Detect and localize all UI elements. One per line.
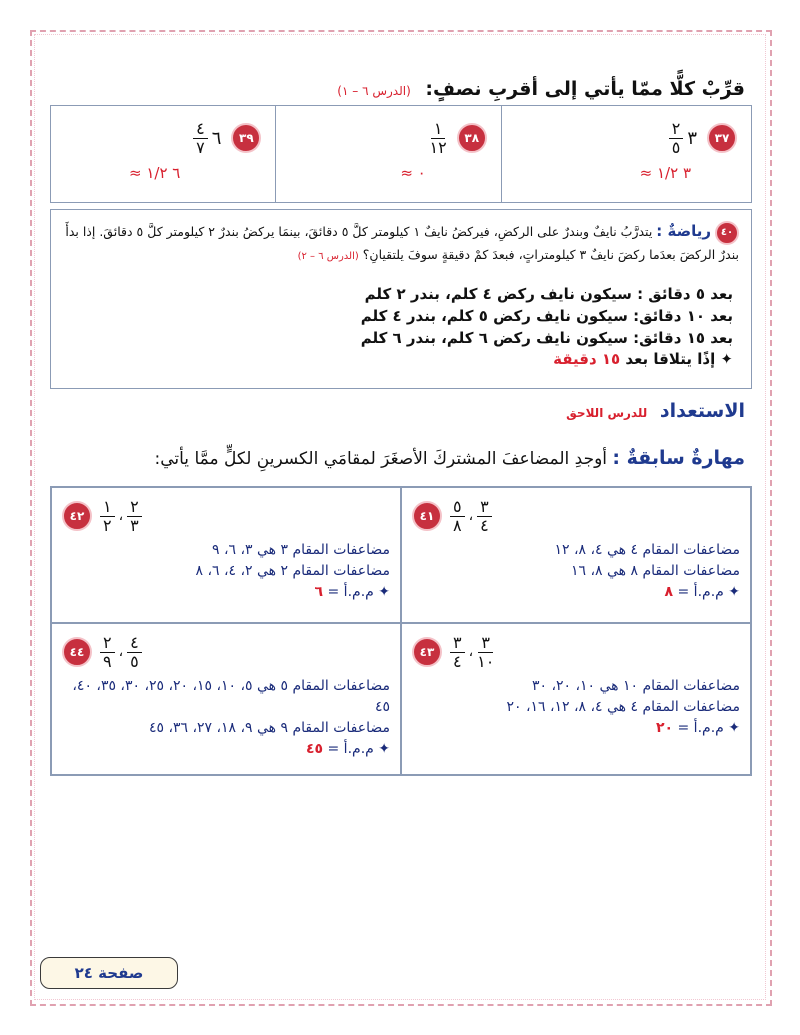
item-number-badge: ٤٣ <box>412 637 442 667</box>
sports-question <box>63 220 739 264</box>
multiples-line: مضاعفات المقام ٣ هي ٣، ٦، ٩ <box>212 542 390 559</box>
lcm-item-41: ٤١ $\frac{٥}{٨}$ ، $\frac{٣}{٤}$ مضاعفات المقام ٤ هي ٤، ٨، ١٢ مضاعفات المقام ٨ هي ٨، ١٦ ✦ م.م.أ = ٨ <box>401 487 751 623</box>
sports-answer <box>73 284 733 371</box>
fraction: $\frac{٣}{٤}$ <box>477 498 492 534</box>
exercise-title: قرِّبْ كلًّا ممّا يأتي إلى أقربِ نصفٍ: <box>425 78 745 100</box>
prep-title: الاستعداد <box>659 400 745 422</box>
rounded-answer: ٣ ١/٢ ≈ <box>639 164 691 182</box>
lcm-item-42: ٤٢ $\frac{١}{٢}$ ، $\frac{٢}{٣}$ مضاعفات المقام ٣ هي ٣، ٦، ٩ مضاعفات المقام ٢ هي ٢، ٤، ٦، ٨ ✦ م.م.أ = ٦ <box>51 487 401 623</box>
whole-number: ٣ <box>687 127 697 149</box>
lcm-result: ✦ م.م.أ = ٦ <box>314 584 390 601</box>
fraction: $\frac{٢}{٣}$ <box>127 498 142 534</box>
exercise-heading <box>45 78 745 100</box>
prep-heading <box>566 400 745 422</box>
exercise-ref: (الدرس ٦ – ١) <box>337 84 411 98</box>
round-item-37 <box>501 106 751 202</box>
item-number-badge: ٤٢ <box>62 501 92 531</box>
prep-subtitle: للدرس اللاحق <box>566 406 648 420</box>
fraction: $\frac{٤}{٧}$ <box>193 120 208 156</box>
lcm-result: ✦ م.م.أ = ٢٠ <box>655 720 740 737</box>
sports-question-text: يتدرَّبُ نايفٌ وبندرٌ على الركضِ، فيركضُ نايفٌ ١ كيلومتر كلَّ ٥ دقائقَ، بينمَا يركضُ بندرٌ ٢ كيلومتر كلَّ ٥ دقائقَ. إذا بدأَ بندرٌ الركضَ بعدَما ركضَ نايفٌ ٣ كيلومتراتٍ، فبعدَ كمْ دقيقةٍ سوفَ يلتقيانِ؟ <box>65 224 739 262</box>
answer-line: بعد ١٥ دقائق: سيكون نايف ركض ٦ كلم، بندر ٦ كلم <box>360 328 733 347</box>
item-number-badge: ٤٠ <box>715 221 739 245</box>
skill-label: مهارةٌ سابقةٌ : <box>612 447 745 469</box>
rounded-answer: ٦ ١/٢ ≈ <box>129 164 181 182</box>
answer-line: بعد ٥ دقائق : سيكون نايف ركض ٤ كلم، بندر ٢ كلم <box>364 285 733 303</box>
round-item-38 <box>275 106 500 202</box>
lcm-result: ✦ م.م.أ = ٤٥ <box>305 741 390 758</box>
fraction: $\frac{٢}{٥}$ <box>669 120 684 156</box>
round-item-39 <box>51 106 275 202</box>
fraction: $\frac{١}{١٢}$ <box>429 119 447 157</box>
lcm-item-44: ٤٤ $\frac{٢}{٩}$ ، $\frac{٤}{٥}$ مضاعفات المقام ٥ هي ٥، ١٠، ١٥، ٢٠، ٢٥، ٣٠، ٣٥، ٤٠، ٤٥ مضاعفات المقام ٩ هي ٩، ١٨، ٢٧، ٣٦، ٤٥ ✦ م.م.أ = ٤٥ <box>51 623 401 775</box>
whole-number: ٦ <box>211 127 222 149</box>
skill-text: أوجدِ المضاعفَ المشتركَ الأصغَرَ لمقامَي الكسرينِ لكلٍّ ممَّا يأتي: <box>154 449 608 469</box>
answer-conclusion: ✦ إذًا يتلاقا بعد ١٥ دقيقة <box>553 350 733 369</box>
multiples-line: مضاعفات المقام ٤ هي ٤، ٨، ١٢، ١٦، ٢٠ <box>506 699 740 716</box>
item-number-badge: ٣٨ <box>457 123 487 153</box>
multiples-line: مضاعفات المقام ٤ هي ٤، ٨، ١٢ <box>554 542 740 559</box>
lcm-item-43: ٤٣ $\frac{٣}{٤}$ ، $\frac{٣}{١٠}$ مضاعفات المقام ١٠ هي ١٠، ٢٠، ٣٠ مضاعفات المقام ٤ هي ٤، ٨، ١٢، ١٦، ٢٠ ✦ م.م.أ = ٢٠ <box>401 623 751 775</box>
lcm-grid <box>50 486 752 776</box>
sports-label: رياضةٌ : <box>656 222 712 240</box>
sports-problem <box>50 209 752 389</box>
multiples-line: مضاعفات المقام ١٠ هي ١٠، ٢٠، ٣٠ <box>531 678 740 695</box>
sports-ref: (الدرس ٦ – ٢) <box>297 250 359 262</box>
item-number-badge: ٤٤ <box>62 637 92 667</box>
rounding-grid <box>50 105 752 203</box>
lcm-result: ✦ م.م.أ = ٨ <box>664 584 740 601</box>
multiples-line: مضاعفات المقام ٨ هي ٨، ١٦ <box>571 563 740 580</box>
fraction: $\frac{٣}{١٠}$ <box>477 633 495 671</box>
page-number: صفحة ٢٤ <box>40 957 178 989</box>
rounded-answer: ٠ ≈ <box>400 164 426 182</box>
multiples-line: مضاعفات المقام ٥ هي ٥، ١٠، ١٥، ٢٠، ٢٥، ٣٠، ٣٥، ٤٠، ٤٥ <box>72 678 390 716</box>
item-number-badge: ٤١ <box>412 501 442 531</box>
fraction: $\frac{٥}{٨}$ <box>450 498 465 534</box>
skill-heading <box>155 447 746 469</box>
item-number-badge: ٣٩ <box>231 123 261 153</box>
multiples-line: مضاعفات المقام ٩ هي ٩، ١٨، ٢٧، ٣٦، ٤٥ <box>148 720 390 737</box>
item-number-badge: ٣٧ <box>707 123 737 153</box>
answer-line: بعد ١٠ دقائق: سيكون نايف ركض ٥ كلم، بندر ٤ كلم <box>360 306 733 325</box>
fraction: $\frac{١}{٢}$ <box>100 498 115 534</box>
fraction: $\frac{٢}{٩}$ <box>100 634 115 670</box>
fraction: $\frac{٣}{٤}$ <box>450 634 465 670</box>
fraction: $\frac{٤}{٥}$ <box>127 634 142 670</box>
multiples-line: مضاعفات المقام ٢ هي ٢، ٤، ٦، ٨ <box>195 563 390 580</box>
